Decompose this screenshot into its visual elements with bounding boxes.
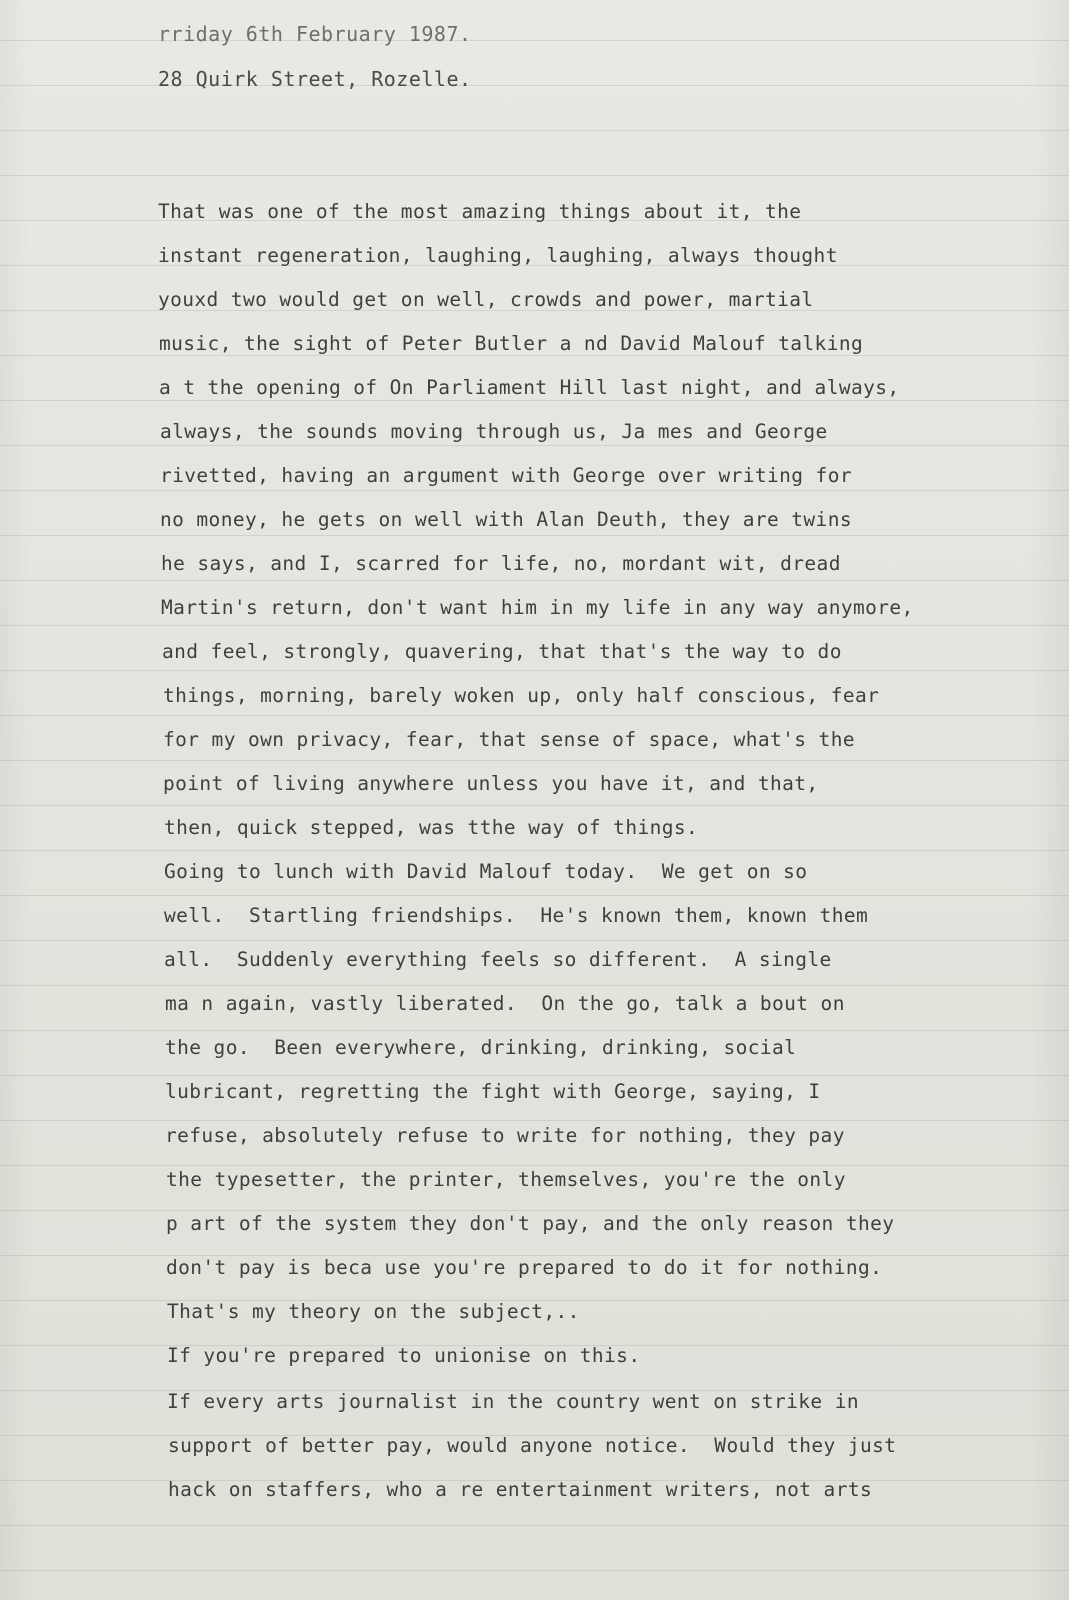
text-line: rivetted, having an argument with George over writing for — [160, 464, 852, 487]
paper-rule — [0, 355, 1069, 356]
text-line: ma n again, vastly liberated. On the go, talk a bout on — [165, 992, 845, 1015]
paper-rule — [0, 850, 1069, 851]
paper-rule — [0, 490, 1069, 491]
text-line: things, morning, barely woken up, only half conscious, fear — [163, 684, 880, 707]
text-line: don't pay is beca use you're prepared to do it for nothing. — [166, 1256, 883, 1279]
paper-rule — [0, 535, 1069, 536]
text-line: refuse, absolutely refuse to write for nothing, they pay — [165, 1124, 845, 1147]
paper-rule — [0, 625, 1069, 626]
paper-rule — [0, 805, 1069, 806]
paper-rule — [0, 175, 1069, 176]
text-line: then, quick stepped, was tthe way of things. — [164, 816, 699, 839]
text-line: point of living anywhere unless you have it, and that, — [163, 772, 819, 795]
paper-rule — [0, 1570, 1069, 1571]
text-line: If every arts journalist in the country went on strike in — [167, 1390, 859, 1413]
text-line: for my own privacy, fear, that sense of space, what's the — [163, 728, 855, 751]
paper-rule — [0, 1120, 1069, 1121]
paper-rule — [0, 1165, 1069, 1166]
paper-rule — [0, 1525, 1069, 1526]
text-line: hack on staffers, who a re entertainment writers, not arts — [168, 1478, 873, 1501]
text-line: music, the sight of Peter Butler a nd David Malouf talking — [159, 332, 864, 355]
text-line: a t the opening of On Parliament Hill last night, and always, — [159, 376, 900, 399]
text-line: Going to lunch with David Malouf today. We get on so — [164, 860, 808, 883]
date-line: rriday 6th February 1987. — [158, 22, 472, 46]
paper-rule — [0, 1030, 1069, 1031]
text-line: p art of the system they don't pay, and the only reason they — [166, 1212, 895, 1235]
paper-rule — [0, 400, 1069, 401]
text-line: If you're prepared to unionise on this. — [167, 1344, 641, 1367]
paper-rule — [0, 895, 1069, 896]
text-line: and feel, strongly, quavering, that that's the way to do — [162, 640, 842, 663]
text-line: That's my theory on the subject,.. — [167, 1300, 580, 1323]
text-line: the typesetter, the printer, themselves, you're the only — [166, 1168, 846, 1191]
text-line: always, the sounds moving through us, Ja mes and George — [160, 420, 828, 443]
text-line: the go. Been everywhere, drinking, drinking, social — [165, 1036, 797, 1059]
paper-rule — [0, 715, 1069, 716]
text-line: lubricant, regretting the fight with George, saying, I — [165, 1080, 821, 1103]
text-line: he says, and I, scarred for life, no, mordant wit, dread — [161, 552, 841, 575]
paper-rule — [0, 1210, 1069, 1211]
paper-rule — [0, 580, 1069, 581]
paper-rule — [0, 985, 1069, 986]
text-line: no money, he gets on well with Alan Deuth, they are twins — [160, 508, 852, 531]
text-line: Martin's return, don't want him in my life in any way anymore, — [161, 596, 914, 619]
text-line: That was one of the most amazing things about it, the — [158, 200, 802, 223]
text-line: youxd two would get on well, crowds and power, martial — [158, 288, 814, 311]
text-line: support of better pay, would anyone notice. Would they just — [168, 1434, 897, 1457]
paper-rule — [0, 130, 1069, 131]
paper-rule — [0, 445, 1069, 446]
paper-rule — [0, 760, 1069, 761]
paper-rule — [0, 1075, 1069, 1076]
text-line: instant regeneration, laughing, laughing, always thought — [158, 244, 838, 267]
paper-rule — [0, 940, 1069, 941]
text-line: all. Suddenly everything feels so different. A single — [164, 948, 832, 971]
text-line: well. Startling friendships. He's known them, known them — [164, 904, 869, 927]
address-line: 28 Quirk Street, Rozelle. — [158, 67, 472, 91]
paper-rule — [0, 670, 1069, 671]
